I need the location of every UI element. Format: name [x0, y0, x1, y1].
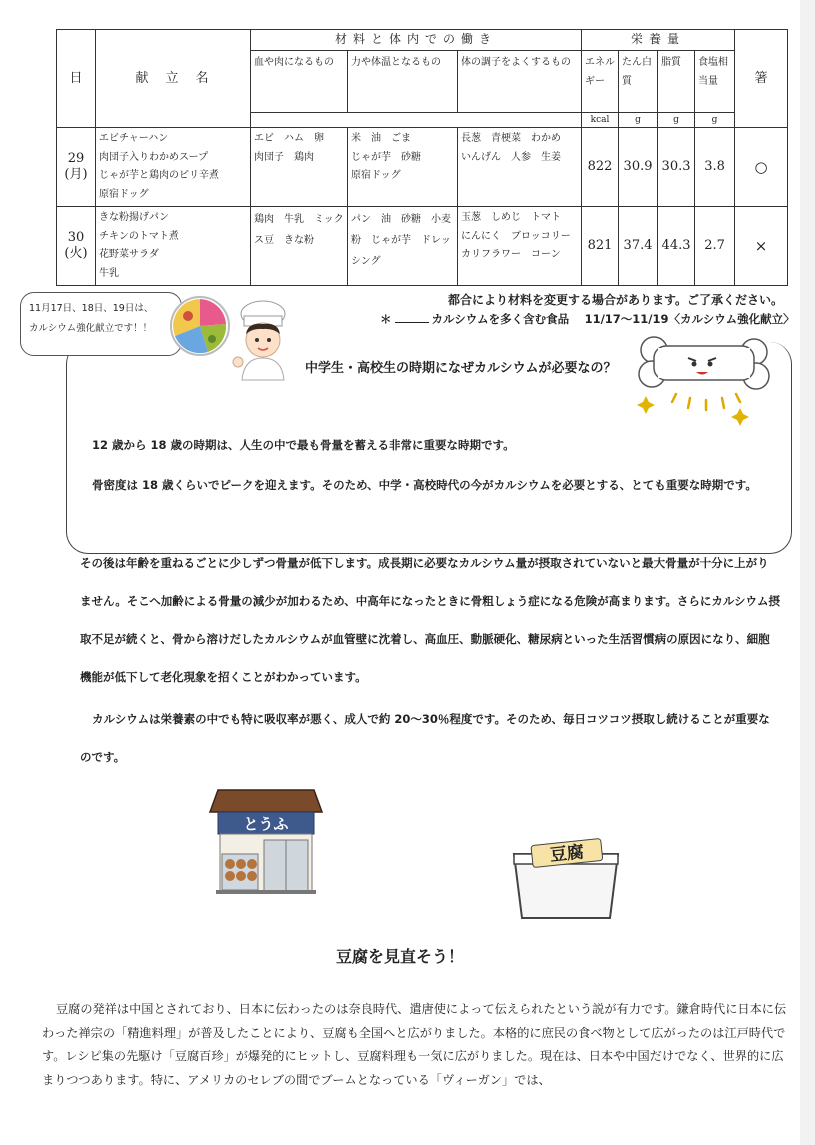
menu-item: エビチャーハン — [99, 133, 169, 145]
menu-cell — [96, 128, 251, 207]
menu-item: じゃが芋と鶏肉のピリ辛煮 — [99, 170, 219, 182]
table-row — [57, 207, 788, 286]
salt-value: 3.8 — [695, 128, 735, 207]
header-units-spacer — [251, 112, 582, 128]
header-nutrition: 栄養量 — [582, 30, 735, 51]
page-edge-strip — [800, 0, 815, 1145]
header-fat: 脂質 — [658, 50, 695, 112]
energy-value: 822 — [582, 128, 619, 207]
blood-meat-cell: エビ ハム 卵 肉団子 鶏肉 — [251, 128, 348, 207]
paragraph-4: カルシウムは栄養素の中でも特に吸収率が悪く、成人で約 20～30％程度です。そのため、毎日コツコツ摂取し続けることが重要なのです。 — [80, 712, 770, 764]
day-number: 30 — [67, 229, 85, 245]
legend-underline — [395, 322, 429, 323]
salt-value: 2.7 — [695, 207, 735, 286]
day-cell — [57, 207, 96, 286]
legend-star: ＊ — [380, 312, 392, 326]
header-blood-meat: 血や肉になるもの — [251, 50, 348, 112]
unit-g-fat: g — [658, 112, 695, 128]
menu-table — [56, 29, 788, 286]
blood-meat-cell: 鶏肉 牛乳 ミックス豆 きな粉 — [251, 207, 348, 286]
menu-cell — [96, 207, 251, 286]
cook-character-icon — [228, 300, 298, 380]
paragraph-1: 12 歳から 18 歳の時期は、人生の中で最も骨量を蓄える非常に重要な時期です。 — [92, 438, 515, 452]
condition-cell: 玉葱 しめじ トマト にんにく ブロッコリー カリフラワー コーン — [458, 207, 582, 286]
menu-item: 肉団子入りわかめスープ — [99, 151, 208, 163]
tofu-paragraph: 豆腐の発祥は中国とされており、日本に伝わったのは奈良時代、遣唐使によって伝えられたという説が有力です。鎌倉時代に日本に伝わった禅宗の「精進料理」が普及したことにより、豆腐も全国へと広がりました。本格的に庶民の食べ物として広がったのは江戸時代です。レシピ集の先駆け「豆腐百珍」が爆発的にヒットし、豆腐料理も一気に広がりました。現在は、日本や中国だけでなく、世界的に広まりつつあります。特に、アメリカのセレブの間でブームとなっている「ヴィーガン」では、 — [42, 1002, 787, 1087]
fat-value: 30.3 — [658, 128, 695, 207]
header-condition: 体の調子をよくするもの — [458, 50, 582, 112]
tofu-pack-icon — [510, 834, 624, 926]
header-protein: たん白質 — [619, 50, 658, 112]
menu-item: 原宿ドッグ — [99, 188, 149, 200]
protein-value: 30.9 — [619, 128, 658, 207]
calcium-legend — [380, 311, 795, 327]
paragraph-2: 骨密度は 18 歳くらいでピークを迎えます。そのため、中学・高校時代の今がカルシウムを必要とする、とても重要な時期です。 — [92, 478, 757, 492]
condition-cell: 長葱 青梗菜 わかめ いんげん 人参 生姜 — [458, 128, 582, 207]
menu-item: 牛乳 — [99, 267, 119, 279]
fat-value: 44.3 — [658, 207, 695, 286]
tofu-pack-label: 豆腐 — [549, 842, 585, 866]
day-number: 29 — [67, 150, 85, 166]
menu-item: チキンのトマト煮 — [99, 230, 179, 242]
calcium-box-title: 中学生・高校生の時期になぜカルシウムが必要なの？ — [305, 361, 617, 376]
header-chopsticks: 箸 — [735, 30, 788, 128]
bubble-line-1: 11月17日、18日、19日は、 — [29, 303, 154, 314]
chopsticks-mark: ○ — [735, 128, 788, 207]
header-salt: 食塩相当量 — [695, 50, 735, 112]
bubble-line-2: カルシウム強化献立です！！ — [29, 323, 153, 334]
header-menu-name: 献 立 名 — [96, 30, 251, 128]
energy-value: 821 — [582, 207, 619, 286]
unit-kcal: kcal — [582, 112, 619, 128]
header-materials: 材料と体内での働き — [251, 30, 582, 51]
shop-sign-text: とうふ — [243, 815, 289, 833]
energy-heat-cell: 米 油 ごま じゃが芋 砂糖 原宿ドッグ — [348, 128, 458, 207]
legend-text: カルシウムを多く含む食品 11/17～11/19〈カルシウム強化献立〉 — [431, 312, 795, 326]
paragraph-3: その後は年齢を重ねるごとに少しずつ骨量が低下します。成長期に必要なカルシウム量が摂取されていないと最大骨量が十分に上がりません。そこへ加齢による骨量の減少が加わるため、中高年になったときに骨粗しょう症になる危険が高まります。さらにカルシウム摂取不足が続くと、骨から溶けだしたカルシウムが血管壁に沈着し、高血圧、動脈硬化、糖尿病といった生活習慣病の原因になり、細胞機能が低下して老化現象を招くことがわかっています。 — [80, 556, 780, 684]
header-energy-heat: 力や体温となるもの — [348, 50, 458, 112]
day-cell — [57, 128, 96, 207]
menu-item: きな粉揚げパン — [99, 212, 169, 224]
weekday: (月) — [64, 167, 88, 183]
tofu-section-title: 豆腐を見直そう！ — [335, 947, 464, 966]
table-row — [57, 128, 788, 207]
ingredient-change-notice: 都合により材料を変更する場合があります。ご了承ください。 — [447, 293, 783, 307]
header-day: 日 — [57, 30, 96, 128]
weekday: (火) — [64, 246, 88, 262]
speech-bubble — [20, 292, 182, 356]
menu-item: 花野菜サラダ — [99, 249, 159, 261]
header-energy: エネルギー — [582, 50, 619, 112]
unit-g-salt: g — [695, 112, 735, 128]
bone-character-icon — [636, 330, 776, 422]
tofu-shop-icon — [208, 786, 324, 896]
protein-value: 37.4 — [619, 207, 658, 286]
chopsticks-mark: × — [735, 207, 788, 286]
energy-heat-cell: パン 油 砂糖 小麦粉 じゃが芋 ドレッシング — [348, 207, 458, 286]
unit-g-protein: g — [619, 112, 658, 128]
